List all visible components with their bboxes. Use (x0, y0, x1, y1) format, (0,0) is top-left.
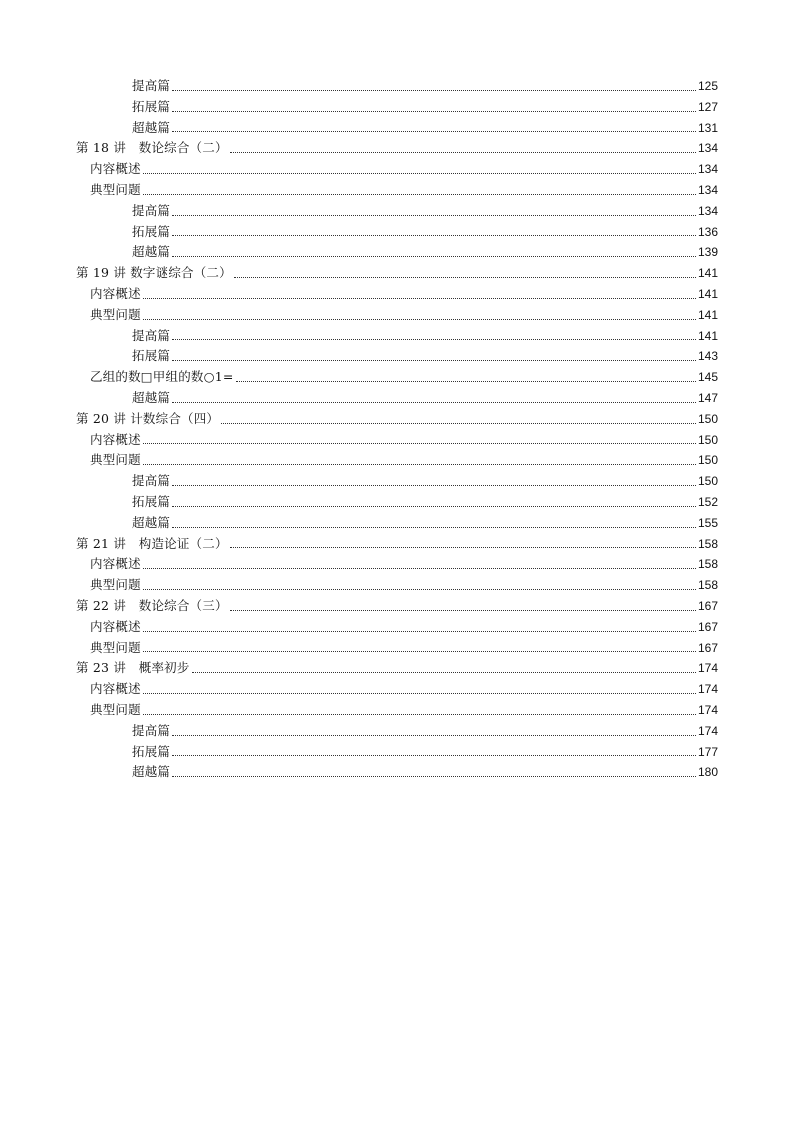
toc-page-number: 155 (697, 515, 718, 530)
toc-entry-level-2[interactable] (76, 554, 718, 575)
toc-entry-level-1[interactable] (76, 596, 718, 617)
toc-page-number: 141 (697, 266, 718, 281)
toc-dot-leader (192, 671, 696, 673)
toc-entry-title: 提高篇 (132, 202, 171, 218)
toc-page-number: 174 (697, 723, 718, 738)
toc-page-number: 139 (697, 245, 718, 260)
toc-entry-level-2[interactable] (76, 575, 718, 596)
toc-entry-title: 超越篇 (132, 764, 171, 780)
toc-dot-leader (143, 442, 696, 444)
toc-entry-title: 内容概述 (90, 618, 141, 634)
toc-page-number: 131 (697, 120, 718, 135)
toc-page-number: 167 (697, 619, 718, 634)
toc-entry-level-3[interactable] (76, 326, 718, 347)
toc-dot-leader (143, 567, 696, 569)
toc-dot-leader (143, 297, 696, 299)
toc-entry-title: 内容概述 (90, 285, 141, 301)
toc-entry-title: 超越篇 (132, 119, 171, 135)
toc-dot-leader (172, 338, 696, 340)
toc-page-number: 134 (697, 182, 718, 197)
toc-entry-level-1[interactable] (76, 138, 718, 159)
toc-entry-title: 乙组的数□甲组的数○1= (90, 369, 234, 385)
toc-entry-title: 典型问题 (90, 639, 141, 655)
toc-page-number: 134 (697, 141, 718, 156)
toc-dot-leader (172, 401, 696, 403)
toc-page-number: 134 (697, 203, 718, 218)
toc-dot-leader (172, 234, 696, 236)
toc-entry-title: 拓展篇 (132, 98, 171, 114)
toc-entry-level-3[interactable] (76, 742, 718, 763)
toc-page-number: 134 (697, 162, 718, 177)
toc-page-number: 141 (697, 286, 718, 301)
toc-entry-level-2[interactable] (76, 638, 718, 659)
toc-page-number: 141 (697, 307, 718, 322)
toc-entry-level-3[interactable] (76, 118, 718, 139)
toc-dot-leader (143, 630, 696, 632)
toc-entry-title: 拓展篇 (132, 743, 171, 759)
toc-dot-leader (143, 713, 696, 715)
toc-entry-title: 第 19 讲 数字谜综合（二） (76, 265, 232, 281)
toc-dot-leader (172, 359, 696, 361)
toc-entry-level-3[interactable] (76, 346, 718, 367)
toc-page-number: 136 (697, 224, 718, 239)
toc-entry-level-2[interactable] (76, 367, 718, 388)
toc-dot-leader (172, 110, 696, 112)
toc-entry-title: 超越篇 (132, 514, 171, 530)
toc-dot-leader (172, 89, 696, 91)
toc-dot-leader (172, 754, 696, 756)
toc-entry-title: 第 20 讲 计数综合（四） (76, 410, 220, 426)
toc-entry-level-2[interactable] (76, 430, 718, 451)
toc-entry-level-3[interactable] (76, 721, 718, 742)
toc-entry-title: 提高篇 (132, 722, 171, 738)
toc-entry-title: 内容概述 (90, 161, 141, 177)
toc-page-number: 174 (697, 682, 718, 697)
toc-entry-level-2[interactable] (76, 284, 718, 305)
toc-entry-title: 典型问题 (90, 452, 141, 468)
toc-page-number: 141 (697, 328, 718, 343)
toc-dot-leader (230, 546, 696, 548)
toc-dot-leader (143, 172, 696, 174)
toc-entry-level-2[interactable] (76, 617, 718, 638)
toc-entry-level-3[interactable] (76, 388, 718, 409)
toc-page-number: 150 (697, 453, 718, 468)
toc-page-number: 167 (697, 598, 718, 613)
toc-entry-level-3[interactable] (76, 222, 718, 243)
toc-entry-level-3[interactable] (76, 762, 718, 783)
toc-entry-title: 典型问题 (90, 306, 141, 322)
toc-entry-level-2[interactable] (76, 180, 718, 201)
toc-entry-title: 拓展篇 (132, 348, 171, 364)
toc-entry-title: 第 22 讲 数论综合（三） (76, 597, 228, 613)
toc-entry-title: 超越篇 (132, 389, 171, 405)
toc-entry-title: 提高篇 (132, 473, 171, 489)
toc-entry-level-3[interactable] (76, 492, 718, 513)
toc-dot-leader (172, 505, 696, 507)
toc-entry-level-1[interactable] (76, 263, 718, 284)
toc-entry-title: 第 23 讲 概率初步 (76, 660, 190, 676)
toc-entry-level-3[interactable] (76, 242, 718, 263)
toc-page-number: 158 (697, 536, 718, 551)
toc-entry-level-1[interactable] (76, 409, 718, 430)
toc-page-number: 174 (697, 661, 718, 676)
toc-entry-title: 内容概述 (90, 556, 141, 572)
toc-entry-level-3[interactable] (76, 513, 718, 534)
toc-entry-level-1[interactable] (76, 658, 718, 679)
toc-entry-title: 典型问题 (90, 701, 141, 717)
toc-entry-title: 拓展篇 (132, 223, 171, 239)
toc-dot-leader (143, 463, 696, 465)
toc-page-number: 147 (697, 390, 718, 405)
toc-dot-leader (234, 276, 696, 278)
toc-dot-leader (172, 775, 696, 777)
toc-entry-title: 第 18 讲 数论综合（二） (76, 140, 228, 156)
toc-dot-leader (230, 609, 696, 611)
toc-entry-level-2[interactable] (76, 679, 718, 700)
toc-dot-leader (230, 151, 696, 153)
toc-entry-title: 提高篇 (132, 327, 171, 343)
toc-dot-leader (143, 692, 696, 694)
toc-dot-leader (172, 484, 696, 486)
toc-dot-leader (172, 255, 696, 257)
toc-page-number: 150 (697, 474, 718, 489)
toc-entry-level-1[interactable] (76, 534, 718, 555)
toc-entry-level-2[interactable] (76, 450, 718, 471)
toc-dot-leader (172, 214, 696, 216)
toc-dot-leader (143, 588, 696, 590)
toc-dot-leader (172, 734, 696, 736)
toc-dot-leader (172, 526, 696, 528)
toc-page-number: 150 (697, 411, 718, 426)
toc-page-number: 177 (697, 744, 718, 759)
toc-dot-leader (143, 193, 696, 195)
toc-entry-title: 内容概述 (90, 431, 141, 447)
toc-entry-level-3[interactable] (76, 471, 718, 492)
toc-page-number: 145 (697, 370, 718, 385)
toc-page-number: 174 (697, 702, 718, 717)
toc-page-number: 143 (697, 349, 718, 364)
toc-page-number: 180 (697, 765, 718, 780)
toc-entry-title: 提高篇 (132, 78, 171, 93)
toc-entry-title: 超越篇 (132, 244, 171, 260)
toc-page-number: 125 (697, 79, 718, 93)
toc-entry-level-3[interactable] (76, 97, 718, 118)
toc-entry-title: 典型问题 (90, 577, 141, 593)
toc-page-number: 158 (697, 557, 718, 572)
toc-page-number: 127 (697, 99, 718, 114)
toc-entry-level-2[interactable] (76, 159, 718, 180)
toc-page-number: 150 (697, 432, 718, 447)
toc-dot-leader (143, 318, 696, 320)
toc-entry-title: 拓展篇 (132, 493, 171, 509)
toc-dot-leader (221, 422, 696, 424)
toc-entry-level-3[interactable] (76, 201, 718, 222)
toc-entry-level-3[interactable] (76, 76, 718, 97)
toc-entry-title: 第 21 讲 构造论证（二） (76, 535, 228, 551)
toc-page-number: 152 (697, 494, 718, 509)
toc-entry-level-2[interactable] (76, 305, 718, 326)
table-of-contents (76, 76, 718, 783)
toc-entry-level-2[interactable] (76, 700, 718, 721)
toc-dot-leader (236, 380, 696, 382)
toc-dot-leader (172, 130, 696, 132)
toc-dot-leader (143, 650, 696, 652)
toc-page-number: 167 (697, 640, 718, 655)
toc-entry-title: 典型问题 (90, 181, 141, 197)
toc-page-number: 158 (697, 578, 718, 593)
toc-entry-title: 内容概述 (90, 681, 141, 697)
